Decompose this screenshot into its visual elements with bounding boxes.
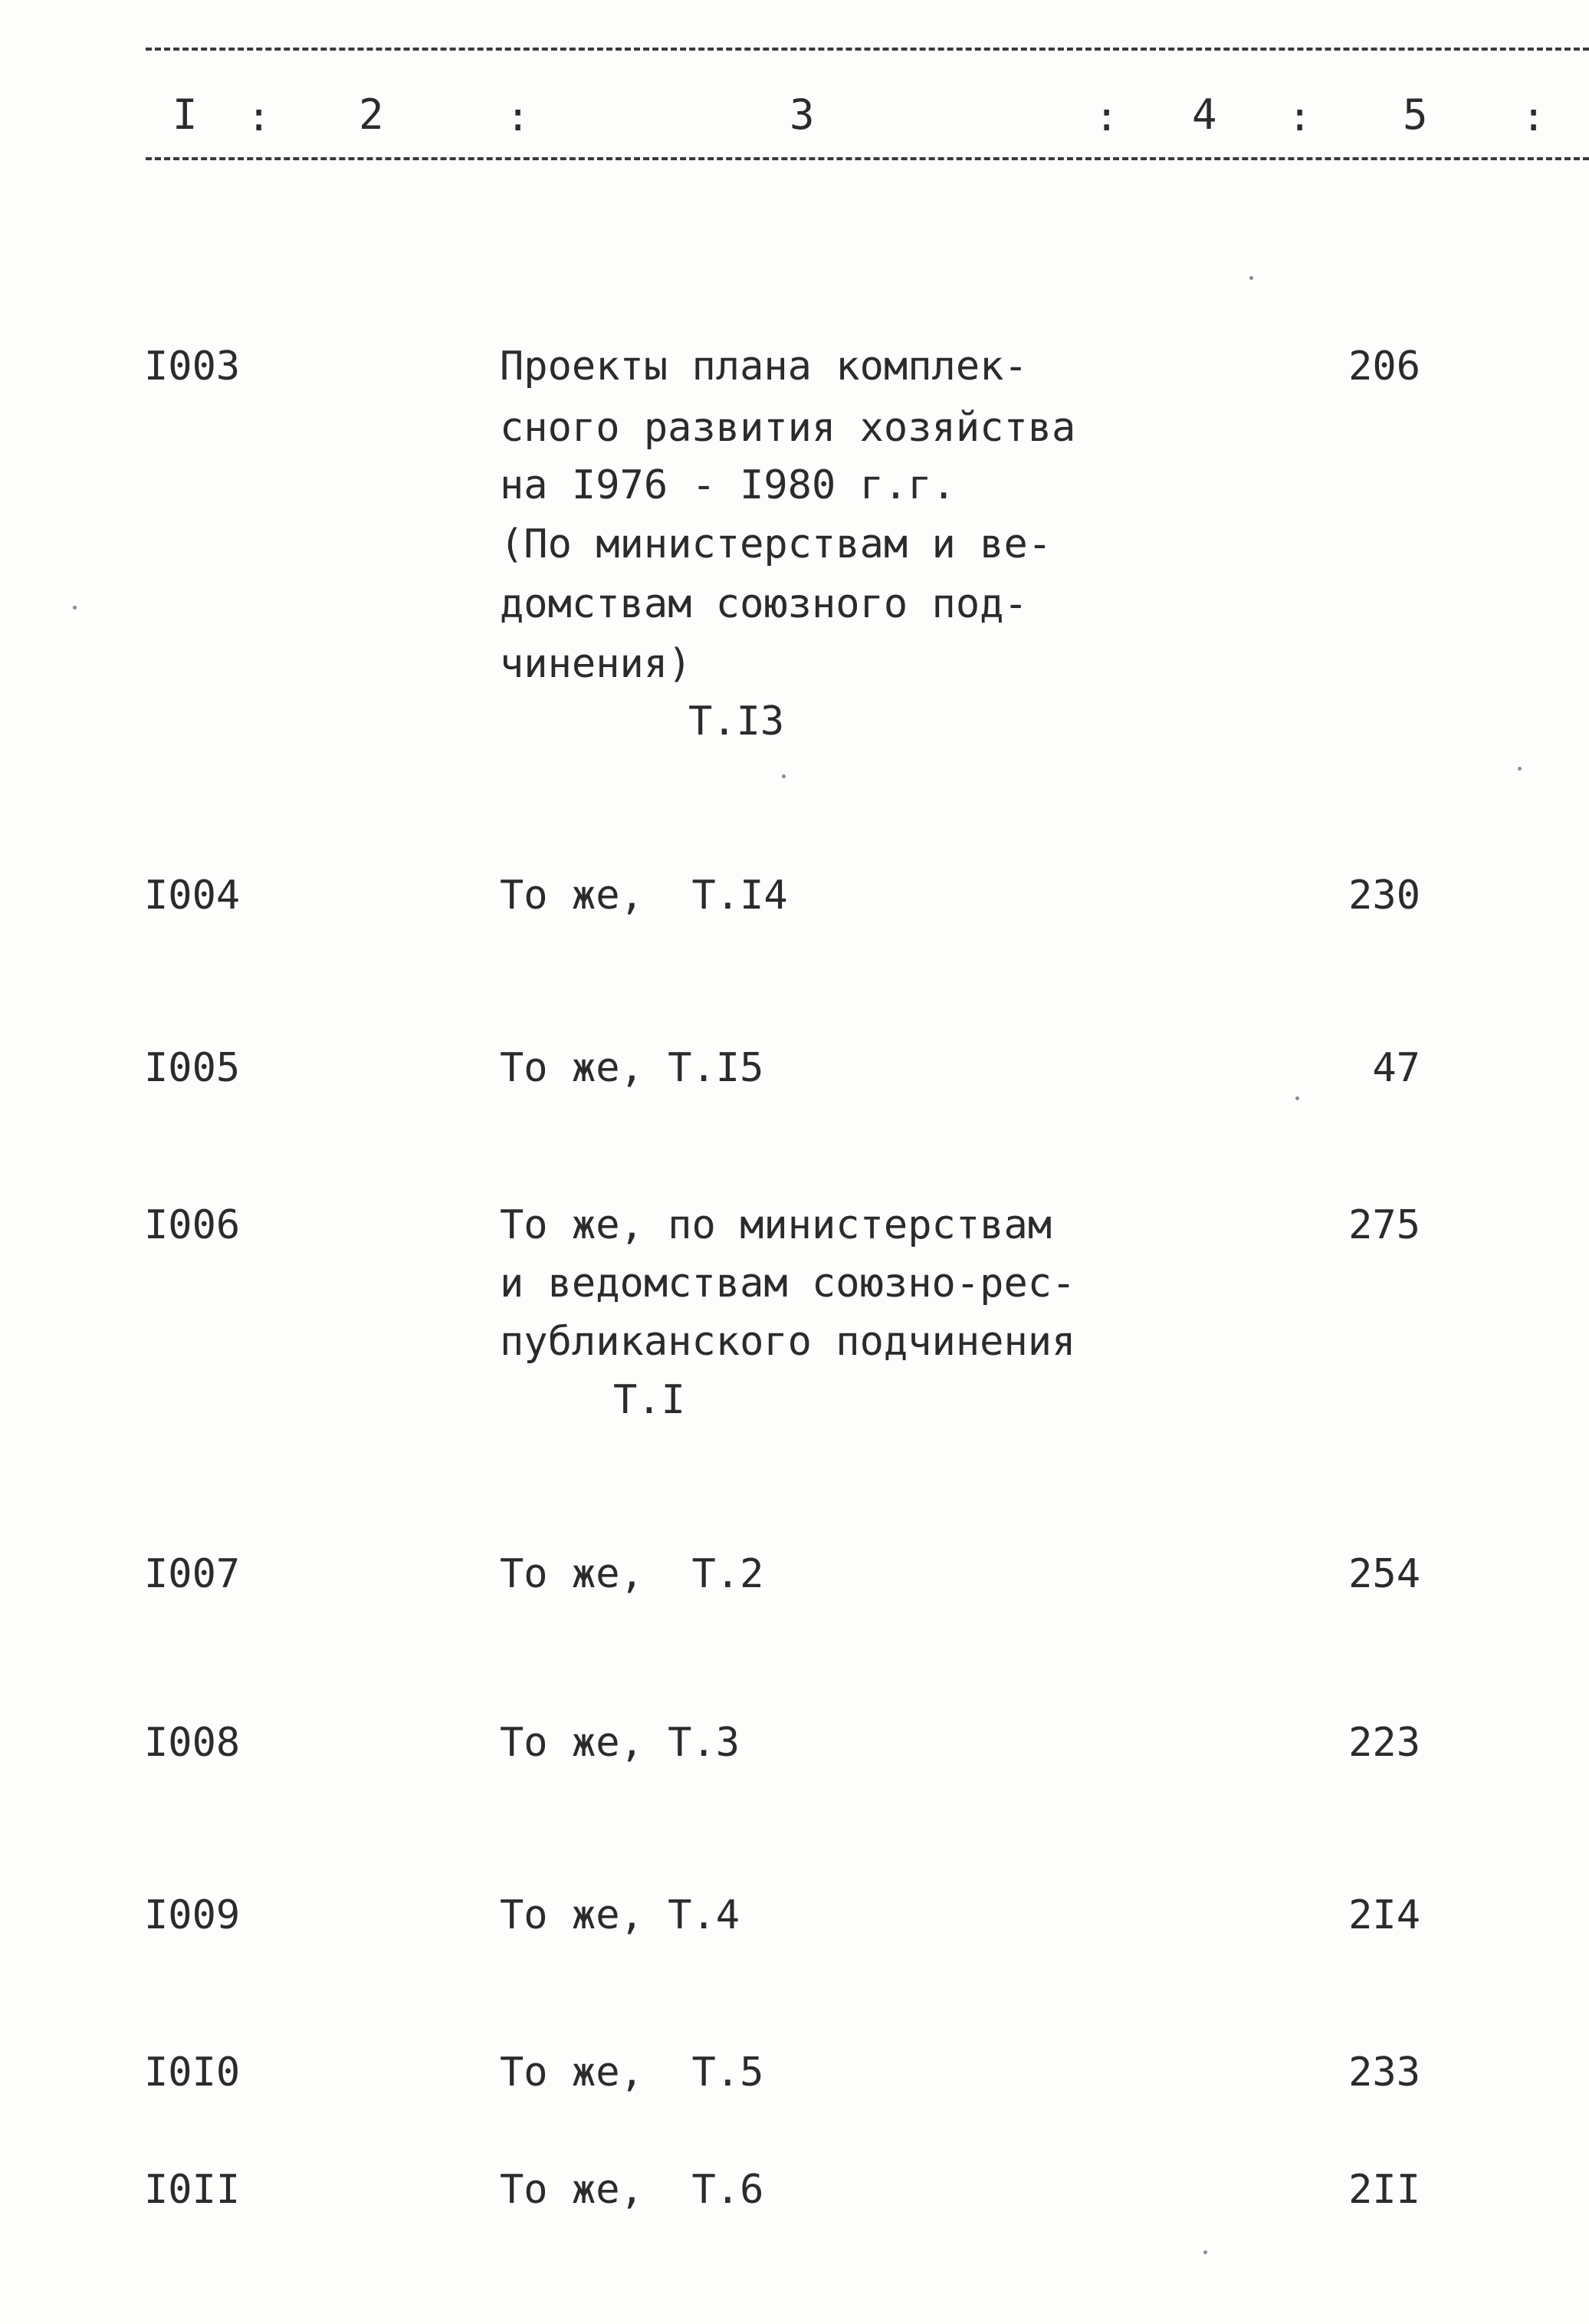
header-separator: : (247, 94, 271, 140)
scan-speck (1249, 276, 1253, 280)
row-description-line: (По министерствам и ве- (500, 521, 1052, 567)
row-volume: Т.I (613, 1377, 685, 1423)
row-description-line: домствам союзного под- (500, 581, 1028, 627)
row-number: I0I0 (144, 2050, 241, 2096)
row-count: 275 (1348, 1202, 1420, 1248)
row-description-line: То же, Т.2 (500, 1551, 764, 1597)
row-count: 47 (1372, 1045, 1420, 1091)
row-description-line: Проекты плана комплек- (500, 344, 1028, 390)
row-count: 254 (1348, 1551, 1420, 1597)
row-number: I005 (144, 1045, 241, 1091)
header-separator: : (1095, 94, 1119, 140)
row-description-line: сного развития хозяйства (500, 405, 1076, 451)
header-bottom-rule (146, 157, 1589, 160)
header-separator: : (506, 94, 530, 140)
row-number: I0II (144, 2167, 241, 2213)
row-count: 206 (1348, 344, 1420, 390)
row-count: 230 (1348, 873, 1420, 919)
scan-speck (73, 606, 77, 610)
row-description-line: публиканского подчинения (500, 1319, 1076, 1365)
row-description-line: на I976 - I980 г.г. (500, 462, 956, 508)
row-number: I004 (144, 873, 241, 919)
header-col-2: 2 (359, 90, 384, 139)
scan-speck (1295, 1096, 1299, 1100)
row-number: I008 (144, 1720, 241, 1766)
row-description-line: и ведомствам союзно-рес- (500, 1261, 1076, 1307)
row-description-line: То же, Т.5 (500, 2050, 764, 2096)
row-number: I003 (144, 344, 241, 390)
row-volume: Т.I3 (688, 699, 785, 745)
header-separator: : (1288, 94, 1312, 140)
scan-speck (1518, 767, 1522, 771)
header-col-4: 4 (1192, 90, 1217, 139)
row-description-line: То же, Т.I5 (500, 1045, 764, 1091)
row-number: I009 (144, 1892, 241, 1938)
scan-speck (782, 774, 786, 778)
row-description-line: То же, Т.I4 (500, 873, 788, 919)
row-count: 2I4 (1348, 1892, 1420, 1938)
header-col-5: 5 (1403, 90, 1428, 139)
row-number: I006 (144, 1202, 241, 1248)
scan-speck (1203, 2250, 1207, 2254)
header-col-1: I (172, 90, 198, 139)
row-description-line: То же, по министерствам (500, 1202, 1052, 1248)
header-top-rule (146, 48, 1589, 51)
row-count: 2II (1348, 2167, 1420, 2213)
row-count: 233 (1348, 2050, 1420, 2096)
row-count: 223 (1348, 1720, 1420, 1766)
row-description-line: То же, Т.6 (500, 2167, 764, 2213)
row-description-line: чинения) (500, 641, 692, 687)
header-col-3: 3 (790, 90, 815, 139)
row-description-line: То же, Т.3 (500, 1720, 740, 1766)
row-number: I007 (144, 1551, 241, 1597)
header-separator: : (1522, 94, 1546, 140)
row-description-line: То же, Т.4 (500, 1892, 740, 1938)
